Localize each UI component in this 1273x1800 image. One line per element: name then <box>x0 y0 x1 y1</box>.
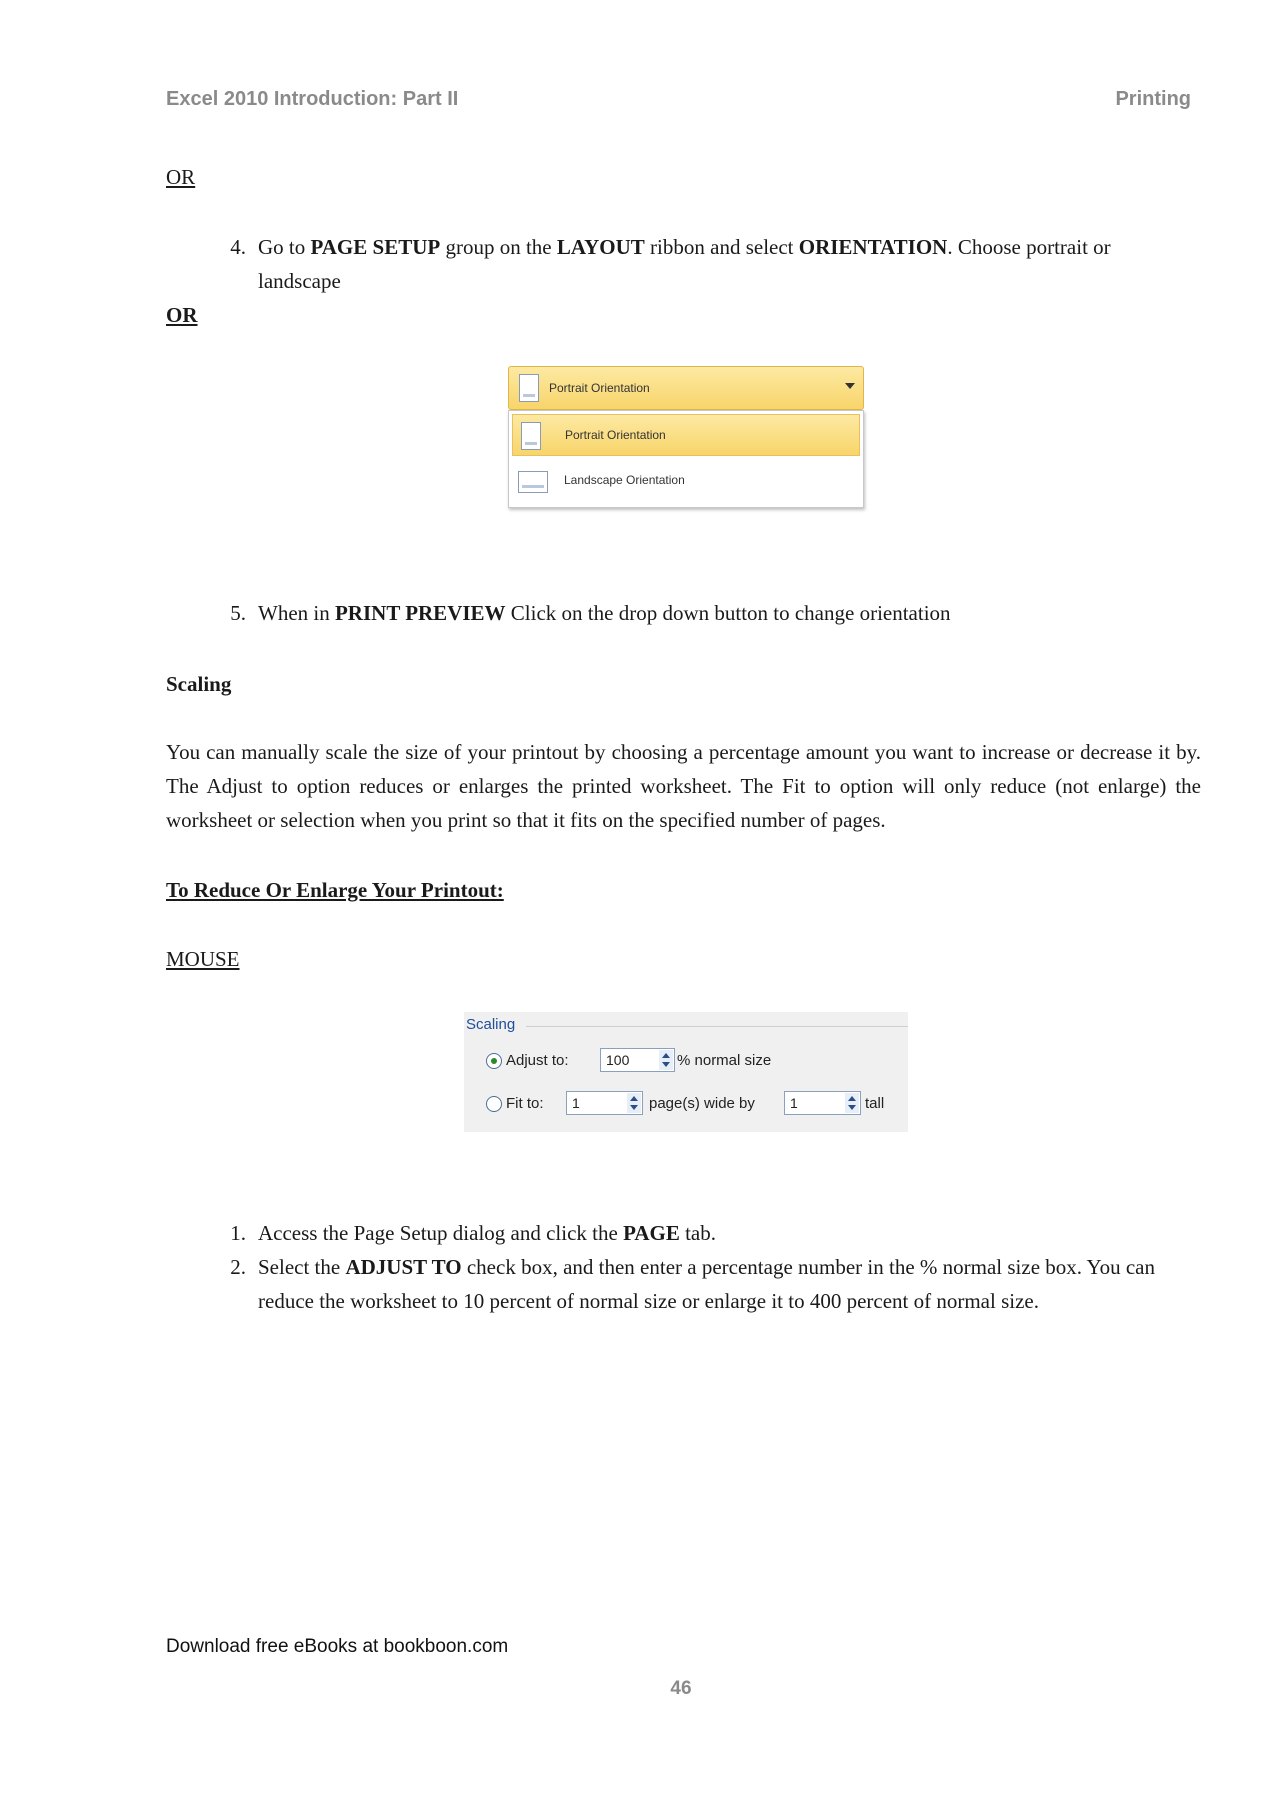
page-landscape-icon <box>518 471 548 493</box>
step-1 <box>226 1216 1191 1250</box>
group-divider <box>526 1026 908 1027</box>
step-text <box>258 1216 1191 1250</box>
adjust-to-label: Adjust to: <box>506 1052 569 1069</box>
fit-tall-suffix: tall <box>865 1095 885 1112</box>
orientation-option-label: Portrait Orientation <box>565 428 666 442</box>
adjust-to-spinner[interactable] <box>600 1048 675 1072</box>
step-keyword: PAGE <box>623 1221 680 1245</box>
fit-wide-value: 1 <box>572 1095 580 1111</box>
fit-to-radio[interactable] <box>486 1096 502 1112</box>
orientation-dropdown-label: Portrait Orientation <box>549 381 650 395</box>
orientation-dropdown-list <box>508 410 864 508</box>
adjust-to-value: 100 <box>606 1052 630 1068</box>
orientation-option-label: Landscape Orientation <box>564 473 685 487</box>
scaling-heading: Scaling <box>166 672 232 696</box>
step-keyword: LAYOUT <box>556 235 645 259</box>
orientation-option-landscape[interactable] <box>512 461 860 503</box>
orientation-dropdown-figure <box>508 366 864 510</box>
header-title: Excel 2010 Introduction: Part II <box>166 88 459 110</box>
scaling-paragraph: You can manually scale the size of your printout by choosing a percentage amount you want to increase or decrease it by. The Adjust to option reduces or enlarges the printed worksheet. The Fit to option will only reduce (not enlarge) the worksheet or selection when you print so that it fits on the specified number of pages. <box>166 740 1201 832</box>
step-text-part: Access the Page Setup dialog and click the <box>258 1221 624 1245</box>
step-number: 4. <box>230 235 246 259</box>
page-portrait-icon <box>519 374 539 402</box>
step-5 <box>226 596 1191 630</box>
step-number: 5. <box>230 601 246 625</box>
step-keyword: PRINT PREVIEW <box>334 601 506 625</box>
orientation-dropdown-button[interactable] <box>508 366 864 410</box>
orientation-option-portrait[interactable] <box>512 414 860 456</box>
step-text <box>258 596 1191 630</box>
spinner-arrows-icon[interactable] <box>659 1050 673 1070</box>
step-text-part: . Choose portrait or landscape <box>258 235 1111 293</box>
reduce-enlarge-heading: To Reduce Or Enlarge Your Printout: <box>166 878 504 902</box>
step-text-part: Go to <box>258 235 311 259</box>
step-text <box>258 1250 1191 1318</box>
fit-to-label: Fit to: <box>506 1095 544 1112</box>
fit-wide-spinner[interactable] <box>566 1091 643 1115</box>
step-number: 2. <box>230 1255 246 1279</box>
mouse-label: MOUSE <box>166 947 240 971</box>
step-number: 1. <box>230 1221 246 1245</box>
step-text-part: check box, and then enter a percentage number in the % normal size box. You can reduce the worksheet to 10 percent of normal size or enlarge it to 400 percent of normal size. <box>258 1255 1155 1313</box>
page-number: 46 <box>670 1678 692 1699</box>
step-text-part: tab. <box>679 1221 716 1245</box>
step-text <box>258 230 1191 298</box>
step-text-part: Click on the drop down button to change orientation <box>505 601 951 625</box>
header-section: Printing <box>1115 88 1191 110</box>
adjust-to-radio[interactable] <box>486 1053 502 1069</box>
chevron-down-icon[interactable] <box>845 383 855 389</box>
scaling-dialog-figure <box>464 1012 908 1132</box>
fit-tall-spinner[interactable] <box>784 1091 861 1115</box>
step-keyword: ADJUST TO <box>345 1255 462 1279</box>
or-label-2: OR <box>166 303 198 327</box>
step-text-part: group on the <box>440 235 557 259</box>
page-portrait-icon <box>521 422 541 450</box>
scaling-group-title: Scaling <box>466 1016 516 1033</box>
fit-wide-suffix: page(s) wide by <box>649 1095 755 1112</box>
step-keyword: ORIENTATION <box>798 235 948 259</box>
adjust-to-suffix: % normal size <box>677 1052 772 1069</box>
spinner-arrows-icon[interactable] <box>627 1093 641 1113</box>
step-text-part: ribbon and select <box>644 235 799 259</box>
step-text-part: Select the <box>258 1255 346 1279</box>
page-header <box>166 88 1191 118</box>
fit-tall-value: 1 <box>790 1095 798 1111</box>
step-text-part: When in <box>258 601 335 625</box>
step-2 <box>226 1250 1191 1318</box>
or-label-1: OR <box>166 165 196 189</box>
download-footer-link[interactable]: Download free eBooks at bookboon.com <box>166 1636 509 1657</box>
step-keyword: PAGE SETUP <box>310 235 441 259</box>
spinner-arrows-icon[interactable] <box>845 1093 859 1113</box>
step-4 <box>226 230 1191 298</box>
